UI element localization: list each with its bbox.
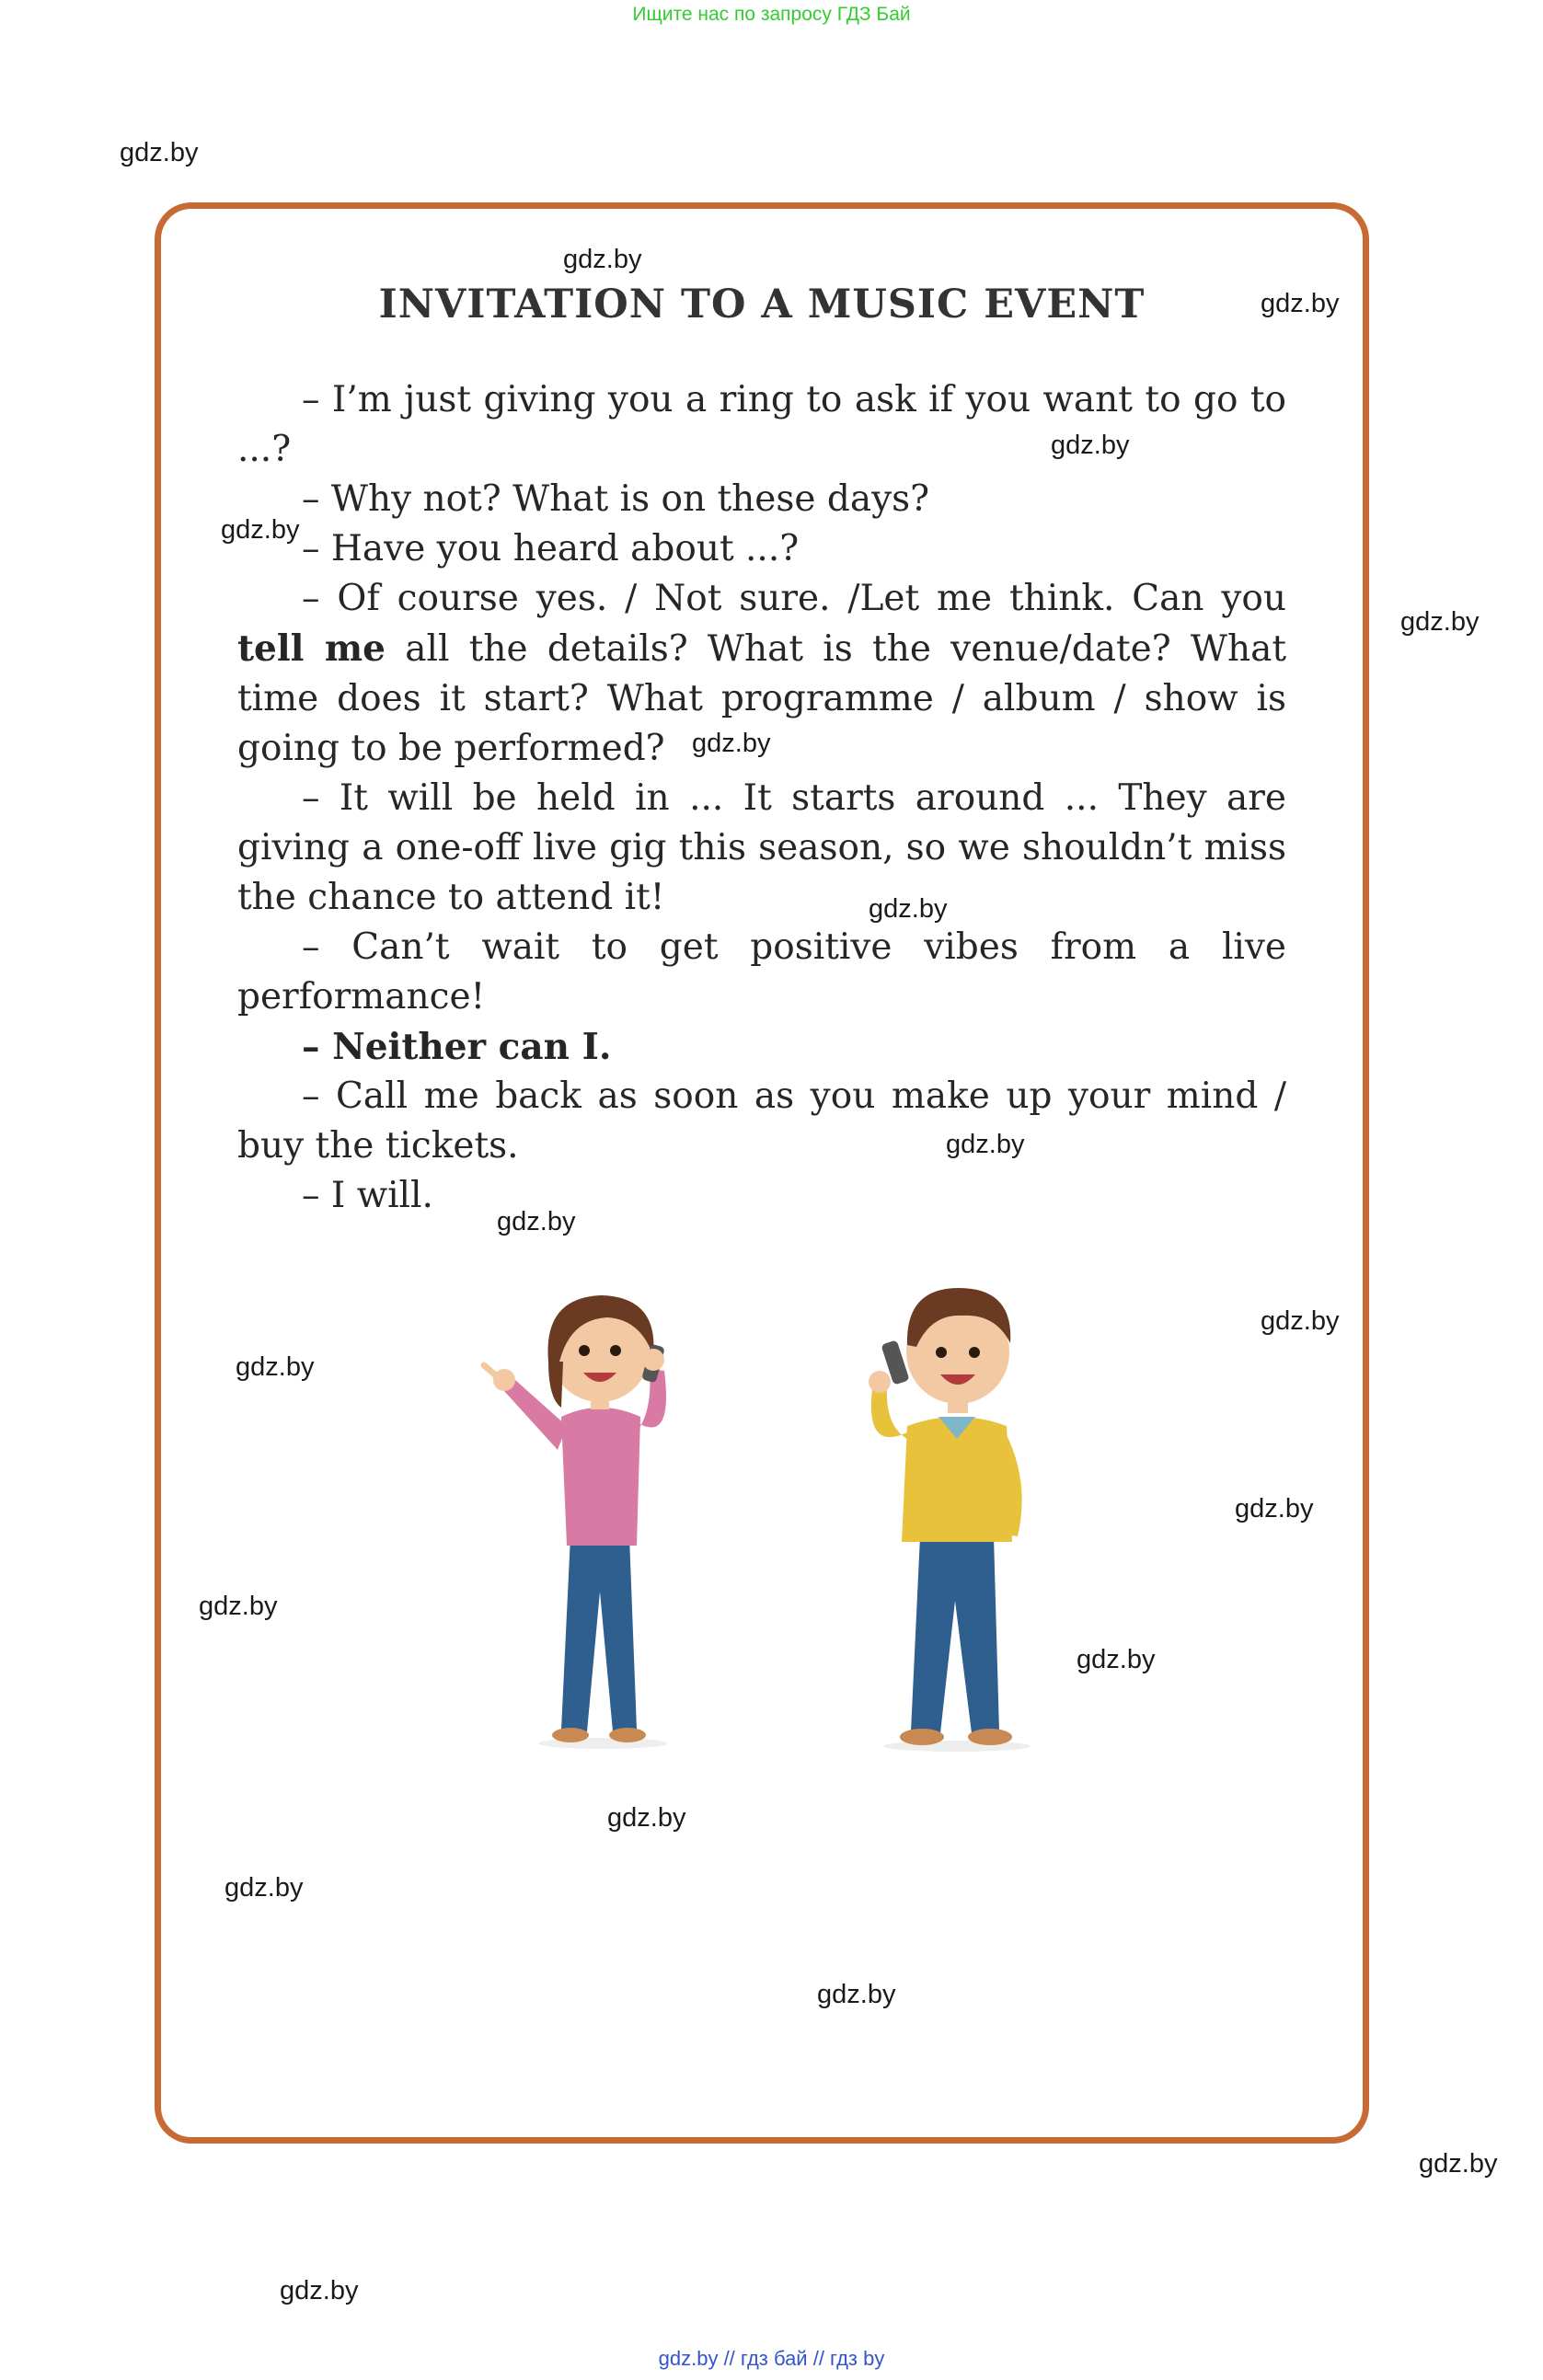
watermark[interactable]: gdz.by [225, 1873, 304, 1903]
watermark[interactable]: gdz.by [1235, 1494, 1314, 1523]
dialogue-line: – I will. [302, 1175, 433, 1216]
dialogue [237, 375, 1286, 1221]
man-on-phone [869, 1288, 1031, 1752]
dialogue-line: – Why not? What is on these days? [302, 478, 930, 520]
watermark[interactable]: gdz.by [692, 729, 771, 758]
watermark[interactable]: gdz.by [236, 1352, 315, 1382]
dialogue-line: – Call me back as soon as you make up your mind / buy the tickets. [237, 1075, 1286, 1167]
watermark[interactable]: gdz.by [1077, 1645, 1156, 1674]
watermark[interactable]: gdz.by [563, 245, 642, 274]
watermark[interactable]: gdz.by [1261, 1306, 1340, 1336]
woman-on-phone [484, 1295, 667, 1749]
watermark[interactable]: gdz.by [946, 1130, 1025, 1159]
dialogue-line: – I’m just giving you a ring to ask if you want to go to ...? [237, 379, 1286, 470]
watermark[interactable]: gdz.by [607, 1803, 686, 1833]
dialogue-line: – It will be held in ... It starts around ... They are giving a one-off live gig this season, so we shouldn’t miss the chance to attend it! [237, 777, 1286, 918]
watermark[interactable]: gdz.by [497, 1207, 576, 1236]
watermark[interactable]: gdz.by [1051, 431, 1130, 460]
watermark[interactable]: gdz.by [1261, 289, 1340, 318]
watermark[interactable]: gdz.by [869, 894, 948, 924]
watermark[interactable]: gdz.by [199, 1592, 278, 1621]
watermark[interactable]: gdz.by [120, 138, 199, 167]
phone-call-illustration [432, 1260, 1132, 1776]
watermark[interactable]: gdz.by [1419, 2149, 1498, 2179]
dialogue-line: – Neither can I. [302, 1026, 612, 1068]
footer-links[interactable]: gdz.by // гдз бай // гдз by [658, 2347, 885, 2370]
dialogue-line: – Have you heard about ...? [302, 528, 800, 569]
top-banner[interactable]: Ищите нас по запросу ГДЗ Бай [632, 4, 911, 25]
watermark[interactable]: gdz.by [280, 2276, 359, 2305]
dialogue-text: all the details? What is the venue/date? What time does it start? What programme / album / show is going to be performed? [237, 628, 1286, 769]
page-title: INVITATION TO A MUSIC EVENT [378, 282, 1146, 328]
dialogue-text: – Of course yes. / Not sure. /Let me think. Can you [302, 578, 1286, 619]
watermark[interactable]: gdz.by [221, 515, 300, 545]
watermark[interactable]: gdz.by [817, 1980, 896, 2009]
watermark[interactable]: gdz.by [1400, 607, 1480, 637]
dialogue-line: – Can’t wait to get positive vibes from a live performance! [237, 926, 1286, 1018]
dialogue-emphasis: tell me [237, 627, 386, 670]
